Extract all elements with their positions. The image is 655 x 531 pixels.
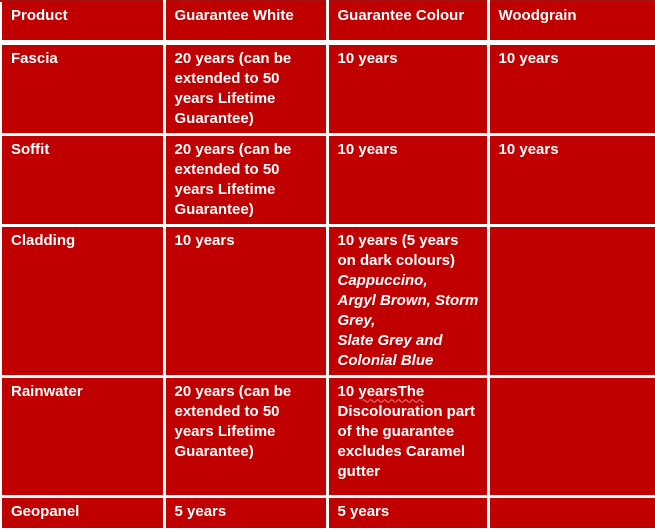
- cell-paragraph: [338, 231, 479, 271]
- cell-text: 10 years: [337, 140, 398, 158]
- cell-paragraph: [338, 140, 479, 160]
- table-cell: [327, 42, 488, 134]
- table-cell: [164, 42, 327, 134]
- cell-text: 10 years (5 years on dark colours): [337, 231, 459, 269]
- column-header: Woodgrain: [488, 1, 655, 42]
- table-body: [1, 42, 655, 529]
- table-cell: [488, 134, 655, 225]
- cell-text: 5 years: [337, 502, 390, 520]
- cell-text: Argyl Brown, Storm Grey,: [337, 291, 479, 329]
- header-row: [1, 1, 655, 42]
- table-cell: [164, 134, 327, 225]
- column-header: Product: [1, 1, 164, 42]
- table-row: [1, 496, 655, 529]
- cell-paragraph: [338, 49, 479, 69]
- cell-paragraph: [175, 140, 318, 220]
- cell-paragraph: [175, 231, 318, 251]
- cell-paragraph: [338, 502, 479, 522]
- cell-paragraph: [338, 382, 479, 482]
- cell-text: 20 years (can be extended to 50 years Lifetime Guarantee): [174, 140, 292, 218]
- table-cell: [327, 225, 488, 376]
- cell-paragraph: [338, 271, 479, 291]
- table-row: [1, 134, 655, 225]
- table-cell: [488, 42, 655, 134]
- product-cell: Fascia: [1, 42, 164, 134]
- table-cell: [488, 376, 655, 496]
- cell-text: 10 years: [498, 140, 559, 158]
- cell-paragraph: [175, 382, 318, 462]
- table-row: [1, 225, 655, 376]
- product-cell: Soffit: [1, 134, 164, 225]
- cell-text: 20 years (can be extended to 50 years Lifetime Guarantee): [174, 49, 292, 127]
- cell-paragraph: [175, 502, 318, 522]
- cell-paragraph: [338, 291, 479, 331]
- table-cell: [488, 225, 655, 376]
- cell-paragraph: [499, 49, 649, 69]
- table-row: [1, 42, 655, 134]
- product-cell: Rainwater: [1, 376, 164, 496]
- cell-text: 10 years: [498, 49, 559, 67]
- cell-text: 10: [337, 382, 359, 400]
- cell-paragraph: [175, 49, 318, 129]
- product-cell: Cladding: [1, 225, 164, 376]
- cell-paragraph: [499, 140, 649, 160]
- cell-text: 5 years: [174, 502, 227, 520]
- cell-text: 10 years: [174, 231, 235, 249]
- cell-text: Cappuccino,: [337, 271, 428, 289]
- cell-text: Slate Grey and Colonial Blue: [337, 331, 443, 369]
- product-cell: Geopanel: [1, 496, 164, 529]
- table-cell: [327, 496, 488, 529]
- table-cell: [327, 376, 488, 496]
- cell-text: 20 years (can be extended to 50 years Lifetime Guarantee): [174, 382, 292, 460]
- table-cell: [488, 496, 655, 529]
- column-header: Guarantee White: [164, 1, 327, 42]
- spellcheck-flagged-text: yearsThe: [358, 382, 425, 400]
- table-row: [1, 376, 655, 496]
- table-cell: [164, 376, 327, 496]
- column-header: Guarantee Colour: [327, 1, 488, 42]
- table-cell: [164, 225, 327, 376]
- cell-text: 10 years: [337, 49, 398, 67]
- table-cell: [327, 134, 488, 225]
- table-header: [1, 1, 655, 42]
- table-cell: [164, 496, 327, 529]
- cell-text: Discolouration part of the guarantee excludes Caramel gutter: [337, 402, 476, 480]
- cell-paragraph: [338, 331, 479, 371]
